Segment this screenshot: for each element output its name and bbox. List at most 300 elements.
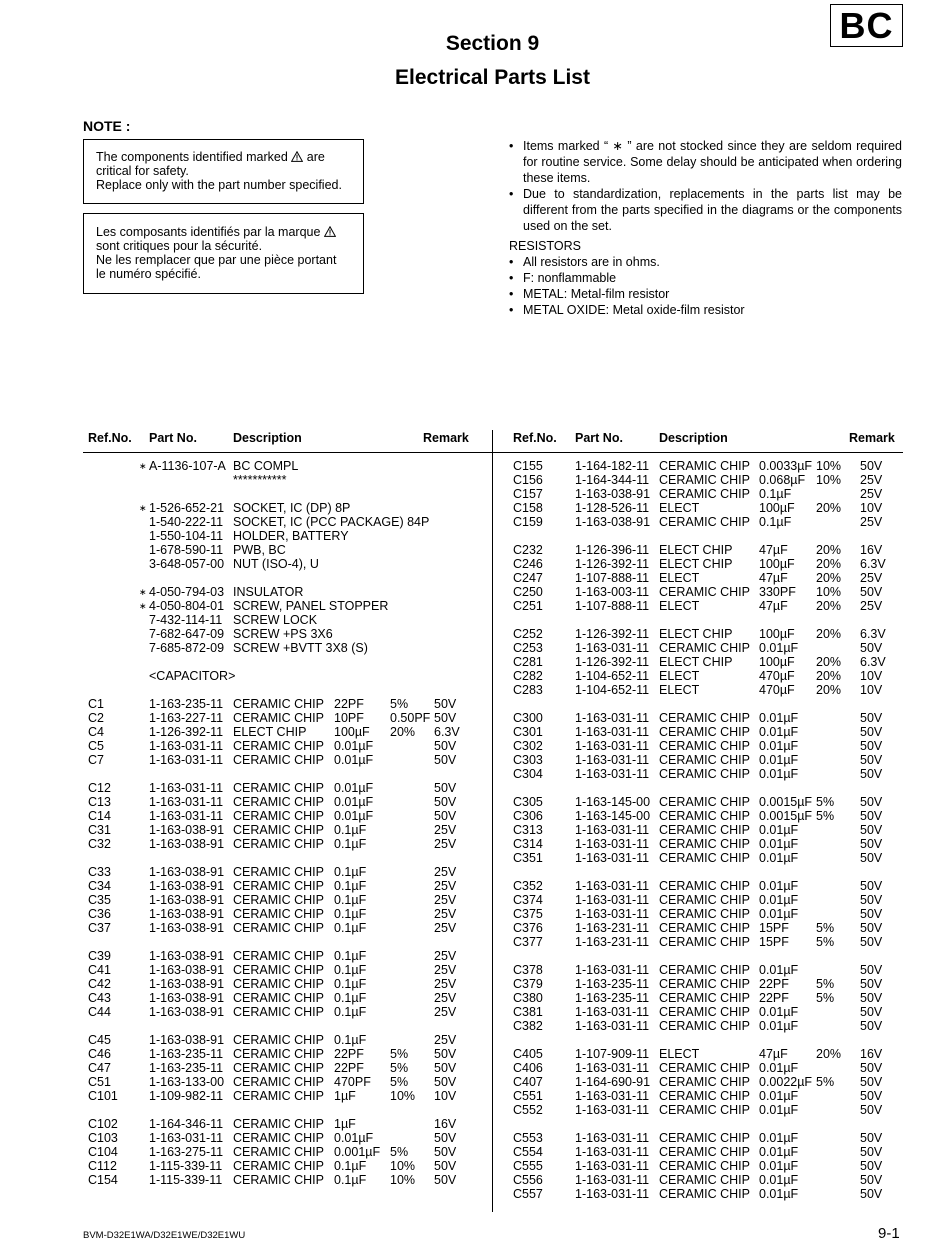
safety-note-french — [83, 213, 364, 294]
note-text: The components identified marked — [96, 150, 288, 164]
part-no: 1-163-031-11 — [149, 739, 224, 753]
part-no: 1-163-227-11 — [149, 711, 224, 725]
star-marker: ∗ — [139, 587, 147, 597]
voltage: 50V — [434, 1159, 457, 1173]
description: CERAMIC CHIP — [659, 1089, 750, 1103]
part-no: 1-107-888-11 — [575, 599, 650, 613]
description: CERAMIC CHIP — [233, 949, 324, 963]
description: CERAMIC CHIP — [659, 1061, 750, 1075]
ref-no: C283 — [513, 683, 543, 697]
ref-no: C247 — [513, 571, 543, 585]
part-no: 1-126-392-11 — [149, 725, 224, 739]
part-no: 1-126-392-11 — [575, 655, 650, 669]
table-row — [0, 893, 950, 907]
voltage: 50V — [860, 907, 883, 921]
part-no: 1-164-182-11 — [575, 459, 650, 473]
voltage: 50V — [860, 1131, 883, 1145]
table-row — [0, 907, 950, 921]
ref-no: C103 — [88, 1131, 118, 1145]
part-no: 1-163-235-11 — [575, 977, 650, 991]
part-no: 4-050-804-01 — [149, 599, 225, 613]
value: 0.0015µF — [759, 795, 813, 809]
part-no: 1-163-145-00 — [575, 795, 651, 809]
header-ref-left: Ref.No. — [88, 431, 132, 445]
description: CERAMIC CHIP — [233, 879, 324, 893]
part-no: 1-163-031-11 — [575, 725, 650, 739]
row-spacer — [0, 781, 950, 795]
description: CERAMIC CHIP — [659, 837, 750, 851]
ref-no: C351 — [513, 851, 543, 865]
description: CERAMIC CHIP — [233, 795, 324, 809]
part-no: 1-163-038-91 — [149, 907, 225, 921]
tolerance: 10% — [816, 473, 842, 487]
description: CERAMIC CHIP — [659, 963, 750, 977]
row-spacer — [0, 1033, 950, 1047]
ref-no: C33 — [88, 865, 111, 879]
part-no: 1-163-031-11 — [575, 823, 650, 837]
ref-no: C252 — [513, 627, 543, 641]
tolerance: 5% — [816, 1075, 835, 1089]
page-title: Electrical Parts List — [395, 66, 590, 89]
part-no: 1-164-690-91 — [575, 1075, 651, 1089]
ref-no: C557 — [513, 1187, 543, 1201]
voltage: 10V — [860, 683, 883, 697]
description: CERAMIC CHIP — [233, 1117, 324, 1131]
tolerance: 20% — [816, 501, 842, 515]
voltage: 25V — [434, 879, 457, 893]
part-no: 1-104-652-11 — [575, 669, 650, 683]
voltage: 50V — [860, 1005, 883, 1019]
description: CERAMIC CHIP — [233, 739, 324, 753]
voltage: 50V — [860, 1159, 883, 1173]
value: 0.1µF — [334, 949, 367, 963]
ref-no: C41 — [88, 963, 111, 977]
description: CERAMIC CHIP — [233, 781, 324, 795]
voltage: 50V — [434, 711, 457, 725]
ref-no: C376 — [513, 921, 543, 935]
ref-no: C553 — [513, 1131, 543, 1145]
description: CERAMIC CHIP — [659, 1187, 750, 1201]
table-row — [0, 459, 950, 473]
description: CERAMIC CHIP — [659, 725, 750, 739]
part-no: 1-115-339-11 — [149, 1159, 223, 1173]
voltage: 16V — [860, 1047, 883, 1061]
voltage: 50V — [434, 781, 457, 795]
value: 0.1µF — [334, 991, 367, 1005]
voltage: 25V — [434, 949, 457, 963]
part-no: 1-128-526-11 — [575, 501, 650, 515]
voltage: 50V — [860, 585, 883, 599]
value: 100µF — [759, 627, 795, 641]
part-no: 1-163-038-91 — [149, 879, 225, 893]
notes-right — [509, 138, 902, 318]
description: CERAMIC CHIP — [659, 809, 750, 823]
part-no: 1-163-031-11 — [575, 851, 650, 865]
ref-no: C554 — [513, 1145, 543, 1159]
value: 100µF — [759, 501, 795, 515]
description: CERAMIC CHIP — [659, 473, 750, 487]
voltage: 50V — [434, 1047, 457, 1061]
tolerance: 10% — [390, 1159, 416, 1173]
ref-no: C43 — [88, 991, 111, 1005]
note-text: Les composants identifiés par la marque — [96, 225, 321, 239]
description: CERAMIC CHIP — [659, 1173, 750, 1187]
voltage: 50V — [860, 753, 883, 767]
value: 47µF — [759, 599, 788, 613]
part-no: 1-126-392-11 — [575, 557, 650, 571]
table-row — [0, 879, 950, 893]
part-no: 1-526-652-21 — [149, 501, 225, 515]
table-row — [0, 585, 950, 599]
value: 0.01µF — [759, 1173, 799, 1187]
ref-no: C47 — [88, 1061, 111, 1075]
description: CERAMIC CHIP — [233, 977, 324, 991]
part-no: 1-126-396-11 — [575, 543, 650, 557]
footer-model: BVM-D32E1WA/D32E1WE/D32E1WU — [83, 1230, 246, 1241]
part-no: 1-163-031-11 — [575, 739, 650, 753]
tolerance: 20% — [816, 599, 842, 613]
warning-triangle-icon — [291, 151, 303, 162]
value: 0.1µF — [334, 865, 367, 879]
part-no: 1-109-982-11 — [149, 1089, 224, 1103]
ref-no: C155 — [513, 459, 543, 473]
table-row — [0, 473, 950, 487]
voltage: 50V — [860, 725, 883, 739]
table-row — [0, 1173, 950, 1187]
table-row — [0, 1103, 950, 1117]
ref-no: C314 — [513, 837, 543, 851]
part-no: 1-163-031-11 — [575, 837, 650, 851]
description: INSULATOR — [233, 585, 304, 599]
ref-no: C381 — [513, 1005, 543, 1019]
voltage: 50V — [434, 753, 457, 767]
value: 0.1µF — [334, 977, 367, 991]
description: SCREW +PS 3X6 — [233, 627, 333, 641]
ref-no: C302 — [513, 739, 543, 753]
voltage: 25V — [434, 907, 457, 921]
value: 0.01µF — [334, 795, 374, 809]
value: 0.1µF — [759, 515, 792, 529]
ref-no: C51 — [88, 1075, 111, 1089]
part-no: 1-163-031-11 — [575, 711, 650, 725]
ref-no: C112 — [88, 1159, 117, 1173]
tolerance: 20% — [390, 725, 416, 739]
voltage: 50V — [860, 1089, 883, 1103]
resistors-title: RESISTORS — [509, 239, 582, 253]
table-row — [0, 921, 950, 935]
description: CERAMIC CHIP — [233, 1033, 324, 1047]
description: ELECT — [659, 1047, 700, 1061]
voltage: 50V — [860, 1187, 883, 1201]
table-row — [0, 1047, 950, 1061]
table-row — [0, 963, 950, 977]
part-no: 1-163-145-00 — [575, 809, 651, 823]
part-no: 1-163-031-11 — [149, 753, 224, 767]
value: 22PF — [334, 1047, 364, 1061]
voltage: 25V — [434, 977, 457, 991]
value: 0.01µF — [334, 1131, 374, 1145]
note-text: le numéro spécifié. — [96, 267, 201, 281]
description: CERAMIC CHIP — [233, 837, 324, 851]
ref-no: C303 — [513, 753, 543, 767]
part-no: 1-550-104-11 — [149, 529, 224, 543]
value: 330PF — [759, 585, 796, 599]
voltage: 50V — [860, 809, 883, 823]
part-no: 1-163-038-91 — [149, 1033, 225, 1047]
description: CERAMIC CHIP — [233, 907, 324, 921]
ref-no: C156 — [513, 473, 543, 487]
ref-no: C34 — [88, 879, 111, 893]
voltage: 50V — [434, 1145, 457, 1159]
row-spacer — [0, 697, 950, 711]
description: CERAMIC CHIP — [659, 487, 750, 501]
description: *********** — [233, 473, 287, 487]
table-row — [0, 1159, 950, 1173]
table-row — [0, 599, 950, 613]
part-no: 1-163-031-11 — [149, 795, 224, 809]
value: 0.01µF — [759, 1145, 799, 1159]
voltage: 50V — [860, 1145, 883, 1159]
voltage: 50V — [860, 1061, 883, 1075]
value: 0.1µF — [334, 1033, 367, 1047]
part-no: A-1136-107-A — [149, 459, 226, 473]
value: 1µF — [334, 1089, 356, 1103]
part-no: 1-163-038-91 — [149, 893, 225, 907]
ref-no: C159 — [513, 515, 543, 529]
row-spacer — [0, 529, 950, 543]
part-no: 1-163-038-91 — [149, 865, 225, 879]
table-row — [0, 571, 950, 585]
voltage: 50V — [860, 991, 883, 1005]
value: 0.01µF — [759, 1131, 799, 1145]
ref-no: C46 — [88, 1047, 111, 1061]
header-part-left: Part No. — [149, 431, 197, 445]
ref-no: C555 — [513, 1159, 543, 1173]
value: 0.01µF — [759, 725, 799, 739]
ref-no: C2 — [88, 711, 104, 725]
voltage: 50V — [860, 977, 883, 991]
part-no: 1-126-392-11 — [575, 627, 650, 641]
part-no: 3-648-057-00 — [149, 557, 225, 571]
tolerance: 10% — [390, 1173, 416, 1187]
description: SOCKET, IC (DP) 8P — [233, 501, 351, 515]
part-no: 1-163-031-11 — [575, 753, 650, 767]
value: 100µF — [334, 725, 370, 739]
ref-no: C313 — [513, 823, 543, 837]
part-no: 1-163-031-11 — [575, 641, 650, 655]
description: CERAMIC CHIP — [659, 1005, 750, 1019]
value: 47µF — [759, 543, 788, 557]
part-no: 1-163-031-11 — [575, 1173, 650, 1187]
value: 0.01µF — [759, 1005, 799, 1019]
table-row — [0, 823, 950, 837]
value: 0.1µF — [334, 893, 367, 907]
tolerance: 20% — [816, 543, 842, 557]
description: CERAMIC CHIP — [233, 711, 324, 725]
table-row — [0, 977, 950, 991]
value: 15PF — [759, 935, 789, 949]
part-no: 7-682-647-09 — [149, 627, 225, 641]
part-no: 1-163-038-91 — [149, 949, 225, 963]
value: 0.01µF — [759, 1187, 799, 1201]
description: CERAMIC CHIP — [659, 921, 750, 935]
tolerance: 5% — [816, 977, 835, 991]
voltage: 50V — [434, 697, 457, 711]
value: 0.01µF — [759, 963, 799, 977]
row-spacer — [0, 865, 950, 879]
description: CERAMIC CHIP — [659, 1131, 750, 1145]
value: 0.01µF — [759, 1103, 799, 1117]
voltage: 50V — [860, 837, 883, 851]
resistor-bullet: • METAL OXIDE: Metal oxide-film resistor — [509, 302, 902, 318]
star-marker: ∗ — [139, 461, 147, 471]
voltage: 50V — [860, 823, 883, 837]
description: CERAMIC CHIP — [659, 739, 750, 753]
voltage: 50V — [860, 767, 883, 781]
tolerance: 20% — [816, 1047, 842, 1061]
ref-no: C4 — [88, 725, 104, 739]
ref-no: C35 — [88, 893, 111, 907]
part-no: 1-163-235-11 — [149, 1047, 224, 1061]
value: 470PF — [334, 1075, 371, 1089]
description: CERAMIC CHIP — [233, 753, 324, 767]
part-no: 1-163-031-11 — [575, 1103, 650, 1117]
voltage: 16V — [434, 1117, 457, 1131]
note-text: are — [306, 150, 325, 164]
table-row — [0, 991, 950, 1005]
value: 15PF — [759, 921, 789, 935]
voltage: 25V — [860, 599, 883, 613]
part-no: 1-163-031-11 — [575, 1089, 650, 1103]
voltage: 25V — [860, 515, 883, 529]
part-no: 1-164-344-11 — [575, 473, 650, 487]
ref-no: C44 — [88, 1005, 111, 1019]
value: 0.01µF — [759, 907, 799, 921]
description: CERAMIC CHIP — [233, 893, 324, 907]
table-row — [0, 725, 950, 739]
value: 0.01µF — [759, 1159, 799, 1173]
description: SCREW +BVTT 3X8 (S) — [233, 641, 368, 655]
part-no: 1-104-652-11 — [575, 683, 650, 697]
table-row — [0, 795, 950, 809]
part-no: 1-107-909-11 — [575, 1047, 650, 1061]
description: SOCKET, IC (PCC PACKAGE) 84P — [233, 515, 430, 529]
voltage: 50V — [860, 935, 883, 949]
part-no: 1-163-275-11 — [149, 1145, 224, 1159]
row-spacer — [0, 1117, 950, 1131]
description: ELECT CHIP — [233, 725, 307, 739]
ref-no: C556 — [513, 1173, 543, 1187]
part-no: 1-163-231-11 — [575, 935, 650, 949]
ref-no: C305 — [513, 795, 543, 809]
ref-no: C13 — [88, 795, 111, 809]
value: 0.1µF — [334, 963, 367, 977]
voltage: 50V — [434, 1075, 457, 1089]
tolerance: 5% — [816, 809, 835, 823]
tolerance: 20% — [816, 655, 842, 669]
value: 0.068µF — [759, 473, 806, 487]
ref-no: C1 — [88, 697, 104, 711]
voltage: 50V — [860, 1173, 883, 1187]
part-no: 1-163-038-91 — [149, 991, 225, 1005]
header-rule — [83, 452, 903, 453]
tolerance: 20% — [816, 571, 842, 585]
tolerance: 5% — [390, 1061, 409, 1075]
note-text: critical for safety. — [96, 164, 189, 178]
resistor-bullet: • METAL: Metal-film resistor — [509, 286, 902, 302]
description: CERAMIC CHIP — [659, 977, 750, 991]
part-no: 1-163-031-11 — [575, 963, 650, 977]
value: 0.1µF — [334, 1159, 367, 1173]
part-no: 1-115-339-11 — [149, 1173, 223, 1187]
value: 0.001µF — [334, 1145, 381, 1159]
part-no: 1-163-133-00 — [149, 1075, 225, 1089]
description: CERAMIC CHIP — [233, 1075, 324, 1089]
description: CERAMIC CHIP — [233, 697, 324, 711]
description: CERAMIC CHIP — [233, 991, 324, 1005]
parts-list-right — [0, 459, 950, 1201]
value: 0.01µF — [759, 767, 799, 781]
ref-no: C232 — [513, 543, 543, 557]
value: 47µF — [759, 1047, 788, 1061]
voltage: 50V — [434, 795, 457, 809]
value: 0.01µF — [759, 1061, 799, 1075]
part-no: 1-163-031-11 — [575, 1159, 650, 1173]
resistor-bullet: • All resistors are in ohms. — [509, 254, 902, 270]
voltage: 50V — [860, 1075, 883, 1089]
voltage: 25V — [434, 991, 457, 1005]
voltage: 50V — [860, 795, 883, 809]
value: 0.1µF — [334, 879, 367, 893]
ref-no: C407 — [513, 1075, 543, 1089]
description: CERAMIC CHIP — [659, 1019, 750, 1033]
part-no: 1-163-003-11 — [575, 585, 650, 599]
table-row — [0, 641, 950, 655]
voltage: 6.3V — [434, 725, 460, 739]
voltage: 16V — [860, 543, 883, 557]
part-no: 1-163-031-11 — [575, 1005, 650, 1019]
value: 470µF — [759, 683, 795, 697]
value: 0.01µF — [334, 753, 374, 767]
description: CERAMIC CHIP — [659, 459, 750, 473]
tolerance: 5% — [390, 1145, 409, 1159]
part-no: 1-163-031-11 — [575, 1145, 650, 1159]
ref-no: C42 — [88, 977, 111, 991]
description: CERAMIC CHIP — [233, 865, 324, 879]
ref-no: C5 — [88, 739, 104, 753]
part-no: 1-163-031-11 — [149, 781, 224, 795]
ref-no: C39 — [88, 949, 111, 963]
value: 22PF — [334, 1061, 364, 1075]
voltage: 10V — [860, 501, 883, 515]
ref-no: C102 — [88, 1117, 118, 1131]
description: ELECT — [659, 599, 700, 613]
value: 22PF — [759, 977, 789, 991]
voltage: 50V — [860, 879, 883, 893]
ref-no: C377 — [513, 935, 543, 949]
description: ELECT — [659, 501, 700, 515]
safety-note-english — [83, 139, 364, 204]
part-no: 1-163-038-91 — [149, 977, 225, 991]
value: 0.1µF — [334, 921, 367, 935]
value: 0.01µF — [759, 879, 799, 893]
table-row — [0, 935, 950, 949]
value: 0.0033µF — [759, 459, 813, 473]
ref-no: C101 — [88, 1089, 118, 1103]
part-no: 1-678-590-11 — [149, 543, 224, 557]
table-row — [0, 1131, 950, 1145]
voltage: 25V — [860, 487, 883, 501]
